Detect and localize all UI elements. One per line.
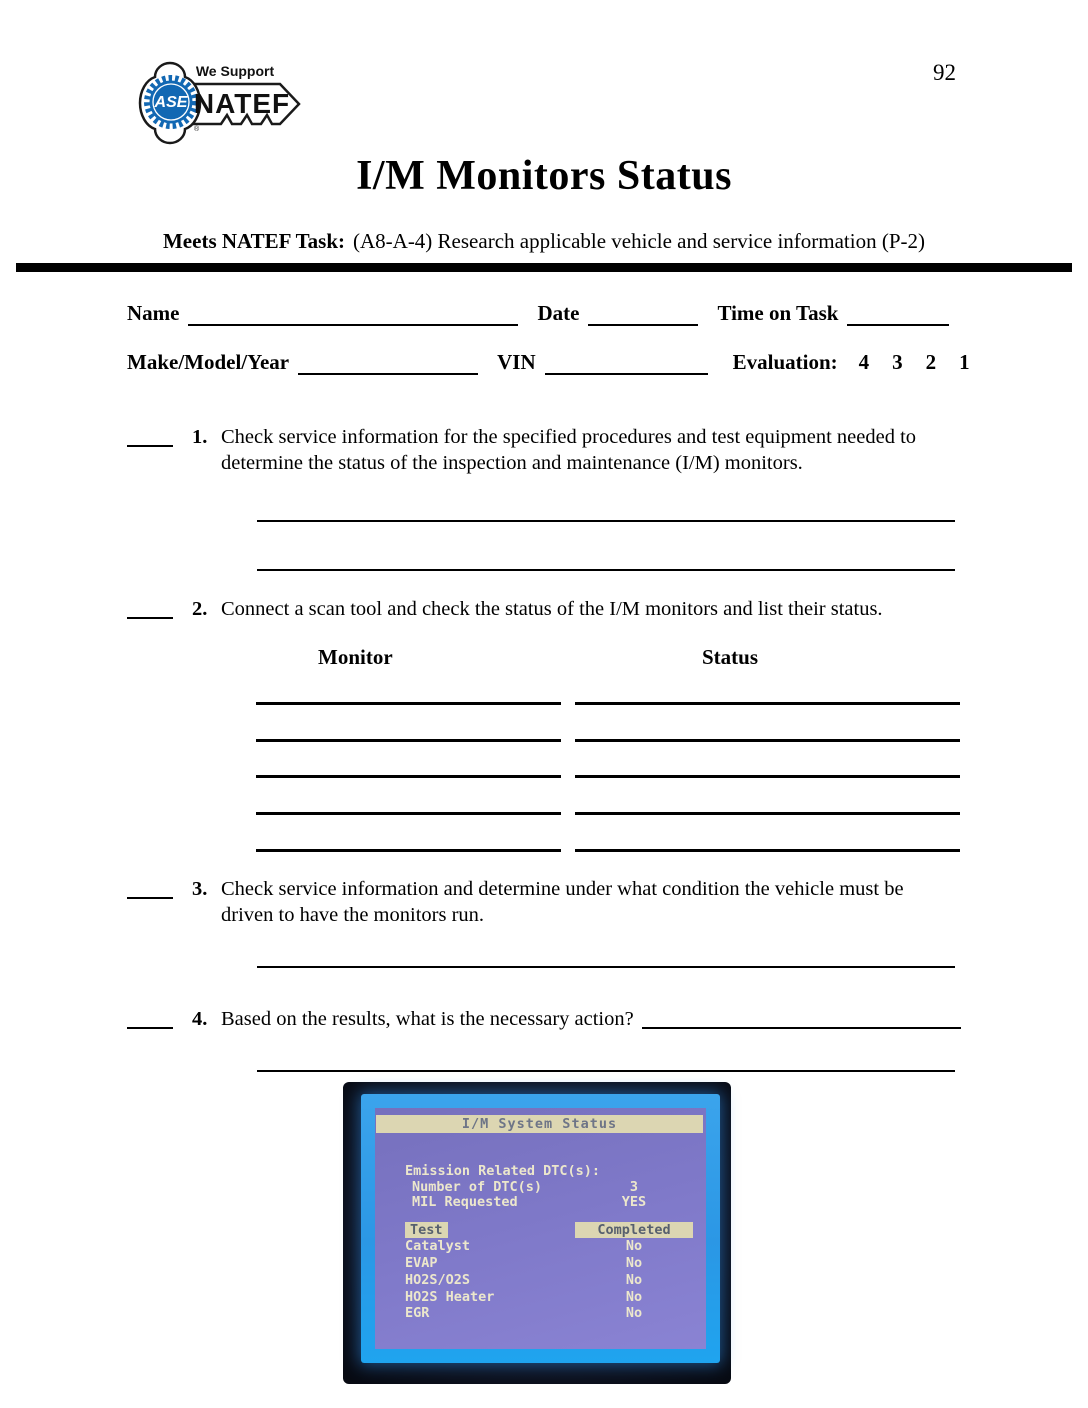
ho2s-o2s-label: HO2S/O2S bbox=[405, 1271, 471, 1288]
task-text: (A8-A-4) Research applicable vehicle and service information (P-2) bbox=[353, 229, 926, 253]
item-4-number: 4. bbox=[192, 1008, 208, 1030]
score-blank-1[interactable] bbox=[127, 424, 173, 447]
screen-title-bar bbox=[376, 1115, 703, 1133]
egr-label: EGR bbox=[405, 1305, 430, 1322]
mil-requested-label: MIL Requested bbox=[412, 1194, 518, 1210]
item-1-text: Check service information for the specified procedures and test equipment needed to determine the status of the inspection and maintenance (I/M) monitors. bbox=[221, 426, 917, 474]
monitor-blank-5[interactable] bbox=[256, 849, 561, 852]
answer-line-4[interactable] bbox=[257, 1070, 955, 1072]
item-3-text: Check service information and determine under what condition the vehicle must be driven to have the monitors run. bbox=[221, 878, 904, 926]
monitor-blank-4[interactable] bbox=[256, 812, 561, 815]
status-blank-3[interactable] bbox=[575, 775, 960, 778]
screen-title: I/M System Status bbox=[461, 1116, 618, 1132]
catalyst-value: No bbox=[625, 1238, 643, 1255]
ase-emblem-text: ASE bbox=[154, 94, 188, 111]
screen-body bbox=[375, 1164, 706, 1322]
natef-logo bbox=[130, 53, 308, 150]
item-3-number: 3. bbox=[192, 878, 208, 900]
ho2s-heater-value: No bbox=[625, 1288, 643, 1305]
answer-line-1b[interactable] bbox=[257, 569, 955, 571]
ho2s-heater-label: HO2S Heater bbox=[405, 1288, 495, 1305]
score-blank-4[interactable] bbox=[127, 1006, 173, 1029]
time-on-task-label: Time on Task bbox=[717, 301, 839, 325]
evaluation-score-4: 4 bbox=[858, 350, 870, 374]
status-blank-5[interactable] bbox=[575, 849, 960, 852]
test-header-label: Test bbox=[405, 1222, 448, 1238]
make-model-year-blank[interactable] bbox=[298, 348, 478, 375]
evap-label: EVAP bbox=[405, 1255, 438, 1272]
test-header-row bbox=[375, 1222, 706, 1239]
task-label: Meets NATEF Task: bbox=[162, 229, 345, 253]
catalyst-label: Catalyst bbox=[405, 1238, 471, 1255]
natef-text: NATEF bbox=[193, 88, 291, 119]
monitor-column-header: Monitor bbox=[318, 645, 393, 669]
name-blank[interactable] bbox=[188, 299, 518, 326]
evaluation-score-3: 3 bbox=[892, 350, 903, 374]
vin-blank[interactable] bbox=[545, 348, 708, 375]
make-model-year-label: Make/Model/Year bbox=[127, 350, 290, 374]
ho2s-o2s-value: No bbox=[625, 1271, 643, 1288]
evaluation-label: Evaluation: bbox=[732, 350, 838, 374]
screen-spacer bbox=[375, 1211, 706, 1222]
page-title: I/M Monitors Status bbox=[356, 153, 732, 199]
scan-tool-frame bbox=[361, 1094, 720, 1363]
answer-line-1a[interactable] bbox=[257, 520, 955, 522]
task-item-4 bbox=[127, 1006, 961, 1032]
scan-tool-photo bbox=[343, 1082, 731, 1384]
monitor-row-evap bbox=[375, 1255, 706, 1272]
vin-label: VIN bbox=[497, 350, 536, 374]
test-header-value: Completed bbox=[575, 1222, 693, 1238]
dtc-count-label: Number of DTC(s) bbox=[412, 1178, 543, 1195]
evap-value: No bbox=[625, 1255, 643, 1272]
task-item-2 bbox=[127, 596, 947, 622]
item-2-number: 2. bbox=[192, 598, 208, 620]
registered-mark: ® bbox=[194, 126, 200, 133]
monitor-blank-1[interactable] bbox=[256, 702, 561, 705]
natef-task-line bbox=[0, 229, 1088, 254]
evaluation-score-1: 1 bbox=[959, 350, 970, 374]
dtc-section-header: Emission Related DTC(s): bbox=[405, 1163, 601, 1179]
date-label: Date bbox=[537, 301, 580, 325]
evaluation-score-2: 2 bbox=[925, 350, 937, 374]
egr-value: No bbox=[625, 1305, 643, 1322]
score-blank-3[interactable] bbox=[127, 876, 173, 899]
time-on-task-blank[interactable] bbox=[847, 299, 949, 326]
answer-line-3[interactable] bbox=[257, 966, 955, 968]
score-blank-2[interactable] bbox=[127, 596, 173, 619]
monitor-row-catalyst bbox=[375, 1238, 706, 1255]
monitor-blank-3[interactable] bbox=[256, 775, 561, 778]
item-2-text: Connect a scan tool and check the status of the I/M monitors and list their status. bbox=[221, 598, 883, 620]
task-item-3 bbox=[127, 876, 947, 928]
divider-rule bbox=[16, 263, 1072, 272]
item-4-text: Based on the results, what is the necessary action? bbox=[221, 1008, 634, 1030]
form-row-identity bbox=[127, 299, 949, 326]
page-number: 92 bbox=[933, 60, 956, 85]
status-column-header: Status bbox=[702, 645, 759, 669]
name-label: Name bbox=[127, 301, 180, 325]
monitor-row-ho2s-heater bbox=[375, 1289, 706, 1306]
we-support-text: We Support bbox=[195, 63, 275, 79]
monitor-row-ho2s-o2s bbox=[375, 1272, 706, 1289]
monitor-blank-2[interactable] bbox=[256, 739, 561, 742]
dtc-count-value: 3 bbox=[629, 1178, 639, 1195]
monitor-row-egr bbox=[375, 1305, 706, 1322]
dtc-count-row bbox=[375, 1180, 706, 1196]
date-blank[interactable] bbox=[588, 299, 698, 326]
task-item-1 bbox=[127, 424, 947, 476]
item-1-number: 1. bbox=[192, 426, 208, 448]
scan-tool-screen bbox=[375, 1108, 706, 1349]
status-blank-2[interactable] bbox=[575, 739, 960, 742]
answer-blank-4-inline[interactable] bbox=[642, 1006, 961, 1029]
status-blank-1[interactable] bbox=[575, 702, 960, 705]
mil-requested-value: YES bbox=[621, 1194, 647, 1210]
form-row-vehicle bbox=[127, 348, 970, 375]
status-blank-4[interactable] bbox=[575, 812, 960, 815]
mil-requested-row bbox=[375, 1195, 706, 1211]
